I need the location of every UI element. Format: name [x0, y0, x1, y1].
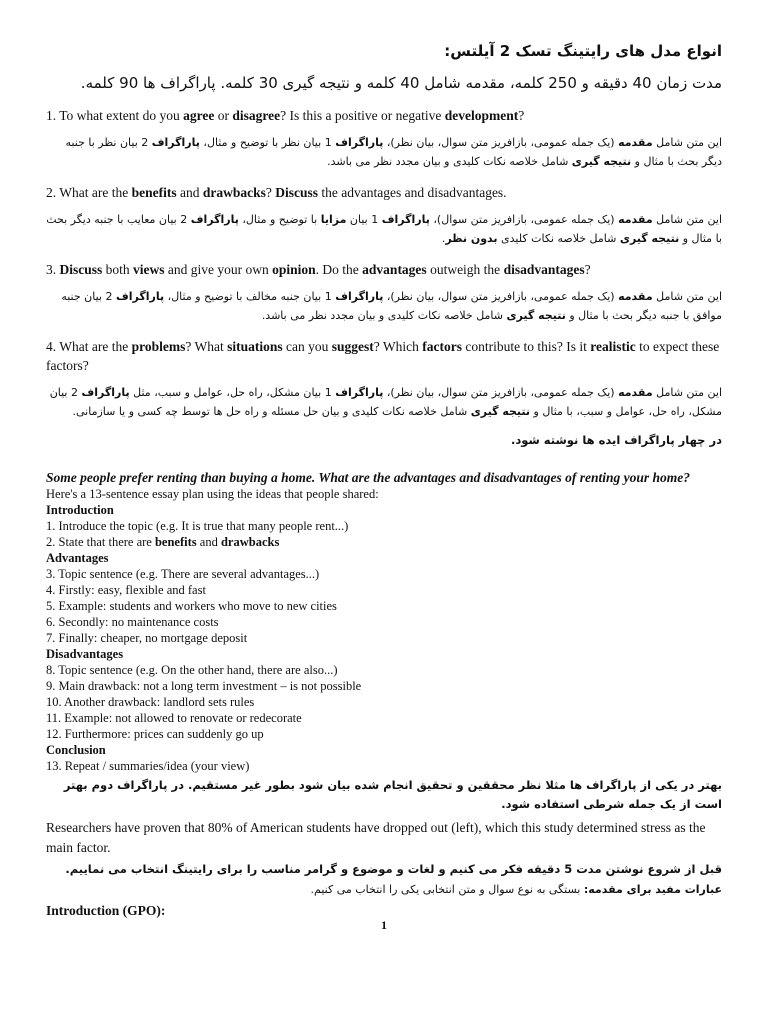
section-heading-disadvantages: Disadvantages: [46, 647, 124, 661]
plan-item: 2. State that there are benefits and drawbacks: [46, 535, 280, 549]
plan-item: 13. Repeat / summaries/idea (your view): [46, 759, 250, 773]
question-1-explanation: این متن شامل مقدمه (یک جمله عمومی، بازافریز متن سوال، بیان نظر)، پاراگراف 1 بیان نظر با توضیح و مثال، پاراگراف 2 بیان نظر با جنبه دیگر بحث با مثال و نتیجه گیری شامل خلاصه نکات کلیدی و بیان مجدد نظر می باشد.: [65, 136, 722, 168]
page-title: انواع مدل های رایتینگ تسک 2 آیلتس:: [444, 42, 722, 60]
useful-phrases-note: عبارات مفید برای مقدمه: بستگی به نوع سوال و متن انتخابی یکی را انتخاب می کنیم.: [310, 883, 722, 896]
page-number: 1: [381, 918, 387, 932]
plan-item: 1. Introduce the topic (e.g. It is true that many people rent...): [46, 519, 349, 533]
plan-item: 8. Topic sentence (e.g. On the other hand, there are also...): [46, 663, 338, 677]
question-4-explanation: این متن شامل مقدمه (یک جمله عمومی، بازافریز متن سوال، بیان نظر)، پاراگراف 1 بیان مشکل، راه حل، عوامل و سبب، مثل پاراگراف 2 بیان مشکل، راه حل، عوامل و سبب، با مثال و نتیجه گیری شامل خلاصه نکات کلیدی و بیان حل مسئله و راه حل ها توسط چه کسی و یا سازمانی.: [49, 386, 722, 418]
section-heading-advantages: Advantages: [46, 551, 109, 565]
essay-plan: [46, 486, 722, 774]
plan-item: 12. Furthermore: prices can suddenly go up: [46, 727, 264, 741]
essay-prompt: Some people prefer renting than buying a home. What are the advantages and disadvantages of renting your home?: [46, 470, 691, 485]
question-2-explanation: این متن شامل مقدمه (یک جمله عمومی، بازافریز متن سوال)، پاراگراف 1 بیان مزایا با توضیح و مثال، پاراگراف 2 بیان معایب با جنبه دیگر بحث با مثال و نتیجه گیری شامل خلاصه نکات کلیدی بدون نظر.: [46, 213, 722, 245]
plan-item: 4. Firstly: easy, flexible and fast: [46, 583, 206, 597]
question-2: 2. What are the benefits and drawbacks? Discuss the advantages and disadvantages.: [46, 185, 507, 200]
section-heading-introduction: Introduction: [46, 503, 114, 517]
question-1: 1. To what extent do you agree or disagree? Is this a positive or negative development?: [46, 108, 525, 123]
introduction-gpo-heading: Introduction (GPO):: [46, 903, 166, 918]
research-example: Researchers have proven that 80% of American students have dropped out (left), which this study determined stress as the main factor.: [46, 820, 706, 855]
plan-item: 5. Example: students and workers who move to new cities: [46, 599, 337, 613]
plan-item: 6. Secondly: no maintenance costs: [46, 615, 219, 629]
question-3-explanation: این متن شامل مقدمه (یک جمله عمومی، بازافریز متن سوال، بیان نظر)، پاراگراف 1 بیان جنبه مخالف با توضیح و مثال، پاراگراف 2 بیان جنبه موافق با جنبه دیگر بحث با مثال و نتیجه گیری شامل خلاصه نکات کلیدی و بیان مجدد نظر می باشد.: [61, 290, 722, 322]
question-4: 4. What are the problems? What situations can you suggest? Which factors contribute to this? Is it realistic to expect these factors?: [46, 339, 720, 373]
plan-intro-line: Here's a 13-sentence essay plan using the ideas that people shared:: [46, 487, 379, 501]
plan-item: 10. Another drawback: landlord sets rules: [46, 695, 255, 709]
plan-item: 11. Example: not allowed to renovate or redecorate: [46, 711, 302, 725]
timing-subtitle: مدت زمان 40 دقیقه و 250 کلمه، مقدمه شامل 40 کلمه و نتیجه گیری 30 کلمه. پاراگراف ها 90 کلمه.: [80, 74, 722, 92]
research-tip: بهتر در یکی از پاراگراف ها مثلا نظر محققین و تحقیق انجام شده بیان شود بطور غیر مستقیم. در پاراگراف دوم بهتر است از یک جمله شرطی استفاده شود.: [63, 778, 722, 811]
paragraph-note: در چهار پاراگراف ایده ها نوشته شود.: [511, 433, 722, 447]
planning-tip: قبل از شروع نوشتن مدت 5 دقیقه فکر می کنیم و لغات و موضوع و گرامر مناسب را برای رایتینگ انتخاب می نماییم.: [65, 862, 722, 876]
plan-item: 7. Finally: cheaper, no mortgage deposit: [46, 631, 248, 645]
question-3: 3. Discuss both views and give your own opinion. Do the advantages outweigh the disadvantages?: [46, 262, 591, 277]
section-heading-conclusion: Conclusion: [46, 743, 106, 757]
plan-item: 3. Topic sentence (e.g. There are several advantages...): [46, 567, 320, 581]
plan-item: 9. Main drawback: not a long term investment – is not possible: [46, 679, 362, 693]
